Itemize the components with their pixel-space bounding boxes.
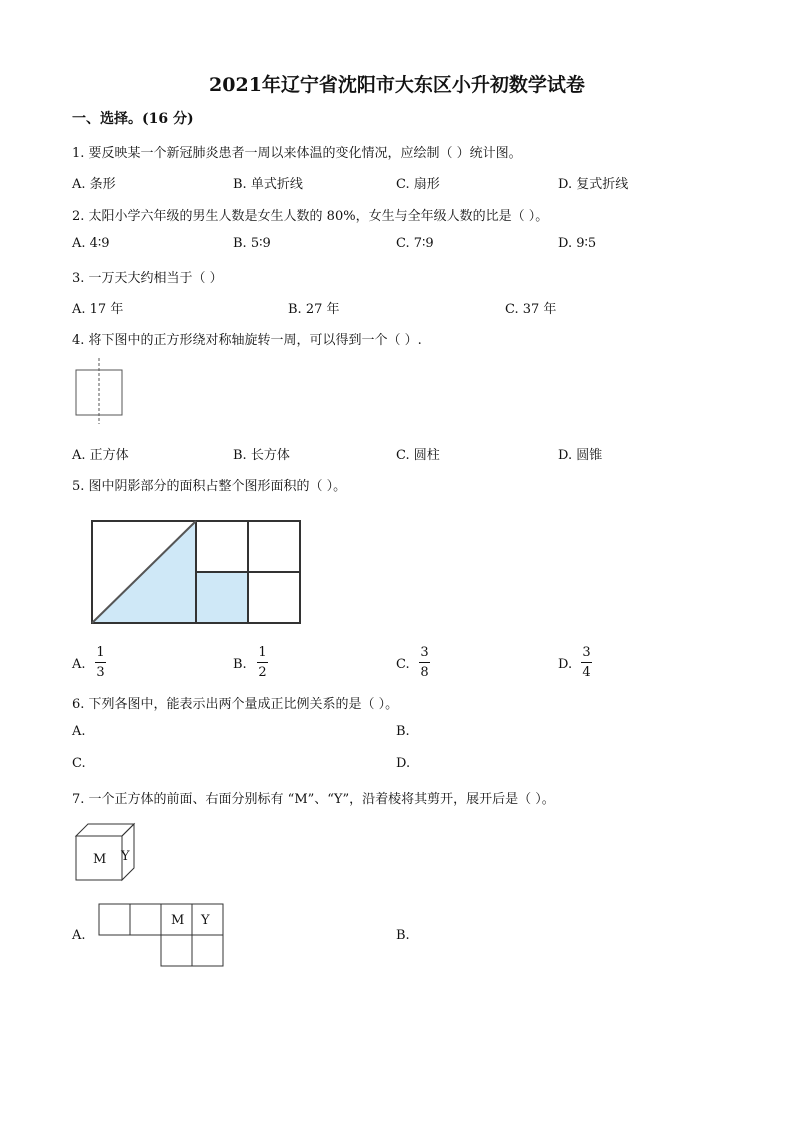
cube-front-label: M <box>93 852 107 867</box>
labeled-cube-figure <box>74 822 140 884</box>
fraction-a <box>95 646 106 679</box>
question-6-option-b[interactable]: B. <box>396 724 410 739</box>
question-6-option-d[interactable]: D. <box>396 756 411 771</box>
question-6-text: 6. 下列各图中，能表示出两个量成正比例关系的是（ ）。 <box>72 697 399 712</box>
question-4-option-c[interactable]: C. 圆柱 <box>396 448 440 463</box>
question-7-option-b[interactable]: B. <box>396 928 410 943</box>
cube-right-label: Y <box>121 849 130 864</box>
section-heading: 一、选择。(16 分) <box>72 111 194 127</box>
question-3-option-b[interactable]: B. 27 年 <box>288 302 340 317</box>
fraction-d-numerator: 3 <box>582 645 591 660</box>
fraction-b <box>257 646 268 679</box>
fraction-c <box>419 646 430 679</box>
question-2-option-a[interactable]: A. 4∶9 <box>72 236 110 251</box>
page-title: 2021年辽宁省沈阳市大东区小升初数学试卷 <box>209 74 585 96</box>
shaded-area-figure <box>90 519 304 627</box>
question-6-option-a[interactable]: A. <box>72 724 86 739</box>
question-6-option-c[interactable]: C. <box>72 756 86 771</box>
fraction-a-denominator: 3 <box>96 665 105 680</box>
question-4-option-a[interactable]: A. 正方体 <box>72 448 129 463</box>
question-4-text: 4. 将下图中的正方形绕对称轴旋转一周，可以得到一个（ ）. <box>72 333 422 348</box>
question-2-text: 2. 太阳小学六年级的男生人数是女生人数的 80%，女生与全年级人数的比是（ ）。 <box>72 209 549 224</box>
fraction-b-numerator: 1 <box>258 645 267 660</box>
fraction-b-denominator: 2 <box>258 665 267 680</box>
question-1-option-c[interactable]: C. 扇形 <box>396 177 440 192</box>
question-2-option-c[interactable]: C. 7∶9 <box>396 236 434 251</box>
question-4-option-d[interactable]: D. 圆锥 <box>558 448 603 463</box>
question-1-option-b[interactable]: B. 单式折线 <box>233 177 303 192</box>
question-3-option-c[interactable]: C. 37 年 <box>505 302 557 317</box>
question-5-option-b[interactable]: B. <box>233 657 247 672</box>
fraction-a-numerator: 1 <box>96 645 105 660</box>
question-4-option-b[interactable]: B. 长方体 <box>233 448 290 463</box>
question-5-option-a[interactable]: A. <box>72 657 86 672</box>
question-7-text: 7. 一个正方体的前面、右面分别标有 “M”、“Y”，沿着棱将其剪开，展开后是（ ）。 <box>72 792 555 807</box>
fraction-c-numerator: 3 <box>420 645 429 660</box>
question-1-text: 1. 要反映某一个新冠肺炎患者一周以来体温的变化情况，应绘制（ ）统计图。 <box>72 146 522 161</box>
question-7-option-a[interactable]: A. <box>72 928 86 943</box>
fraction-d <box>581 646 592 679</box>
shaded-square <box>196 572 248 623</box>
question-1-option-a[interactable]: A. 条形 <box>72 177 116 192</box>
square-axis-figure <box>70 356 130 426</box>
fraction-d-denominator: 4 <box>582 665 591 680</box>
question-5-text: 5. 图中阴影部分的面积占整个图形面积的（ ）。 <box>72 479 347 494</box>
question-2-option-d[interactable]: D. 9∶5 <box>558 236 597 251</box>
fraction-c-denominator: 8 <box>420 665 429 680</box>
question-3-text: 3. 一万天大约相当于（ ） <box>72 271 223 286</box>
question-1-option-d[interactable]: D. 复式折线 <box>558 177 629 192</box>
question-2-option-b[interactable]: B. 5∶9 <box>233 236 271 251</box>
net-label-m: M <box>171 913 185 928</box>
question-3-option-a[interactable]: A. 17 年 <box>72 302 124 317</box>
question-5-option-c[interactable]: C. <box>396 657 410 672</box>
question-5-option-d[interactable]: D. <box>558 657 573 672</box>
net-label-y: Y <box>201 913 210 928</box>
